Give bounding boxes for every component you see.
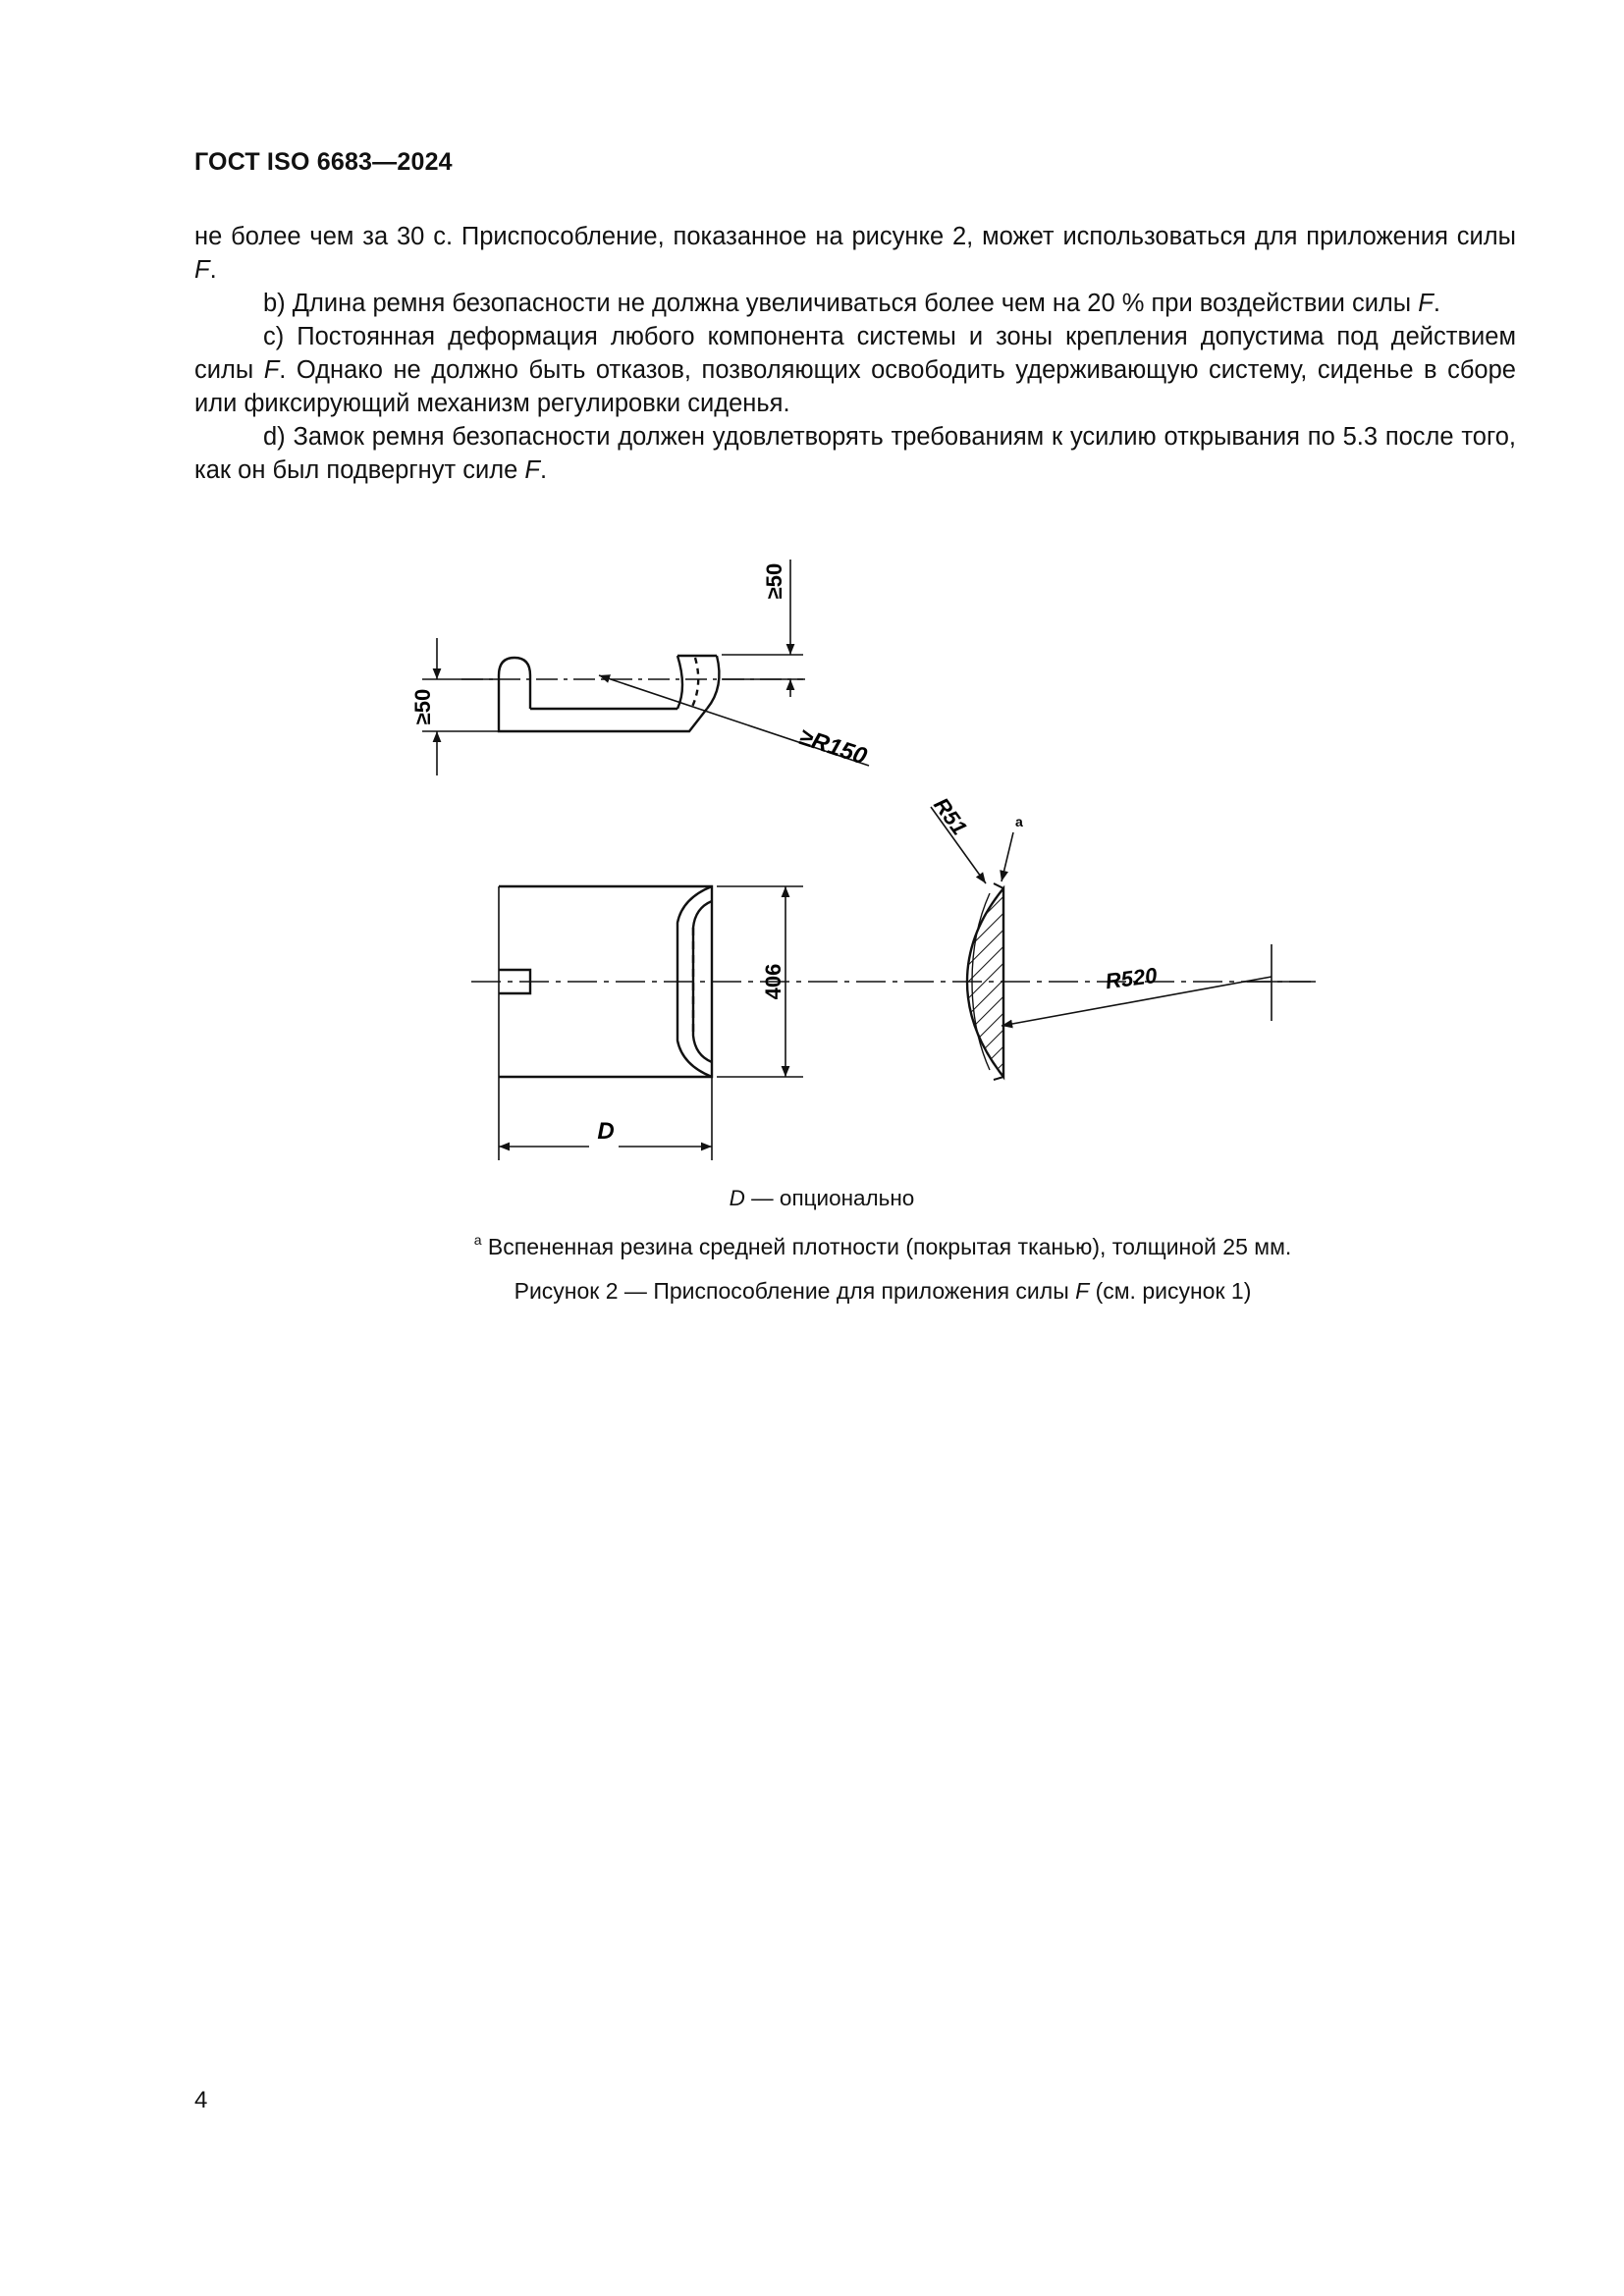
- r51-label: R51: [929, 792, 973, 840]
- section-view: [967, 883, 1003, 1080]
- depth-label: D: [597, 1118, 615, 1145]
- paragraph-c: c) Постоянная деформация любого компонента системы и зоны крепления допустима под действием силы F. Однако не должно быть отказов, позволяющих освободить удерживающую систему, сиденье в сборе или фиксирующий механизм регулировки сиденья.: [194, 323, 1516, 417]
- left-height-label: ≥50: [410, 688, 435, 725]
- page-number: 4: [194, 2087, 208, 2113]
- footnote-a: $^a$ Вспененная резина средней плотности (покрытая тканью), толщиной 25 мм.: [473, 1232, 1292, 1259]
- note-a-marker: a: [1015, 814, 1023, 829]
- r520-center-mark: [1247, 944, 1311, 1021]
- paragraph-1: не более чем за 30 с. Приспособление, показанное на рисунке 2, может использоваться для приложения силы F.: [194, 223, 1516, 284]
- r150-label: ≥R150: [795, 723, 871, 771]
- note-a-leader: [1001, 832, 1013, 881]
- document-header: ГОСТ ISO 6683—2024: [194, 148, 453, 176]
- top-height-label: ≥50: [762, 562, 786, 600]
- side-view: [499, 656, 719, 731]
- r520-label: R520: [1104, 962, 1159, 994]
- figure-caption: Рисунок 2 — Приспособление для приложения силы F (см. рисунок 1): [514, 1278, 1252, 1304]
- paragraph-b: b) Длина ремня безопасности не должна увеличиваться более чем на 20 % при воздействии силы F.: [263, 290, 1440, 317]
- width-label: 406: [761, 963, 785, 1000]
- paragraph-d: d) Замок ремня безопасности должен удовлетворять требованиям к усилию открывания по 5.3 после того, как он был подвергнут силе F.: [194, 423, 1516, 484]
- legend-d: D — опционально: [729, 1186, 915, 1210]
